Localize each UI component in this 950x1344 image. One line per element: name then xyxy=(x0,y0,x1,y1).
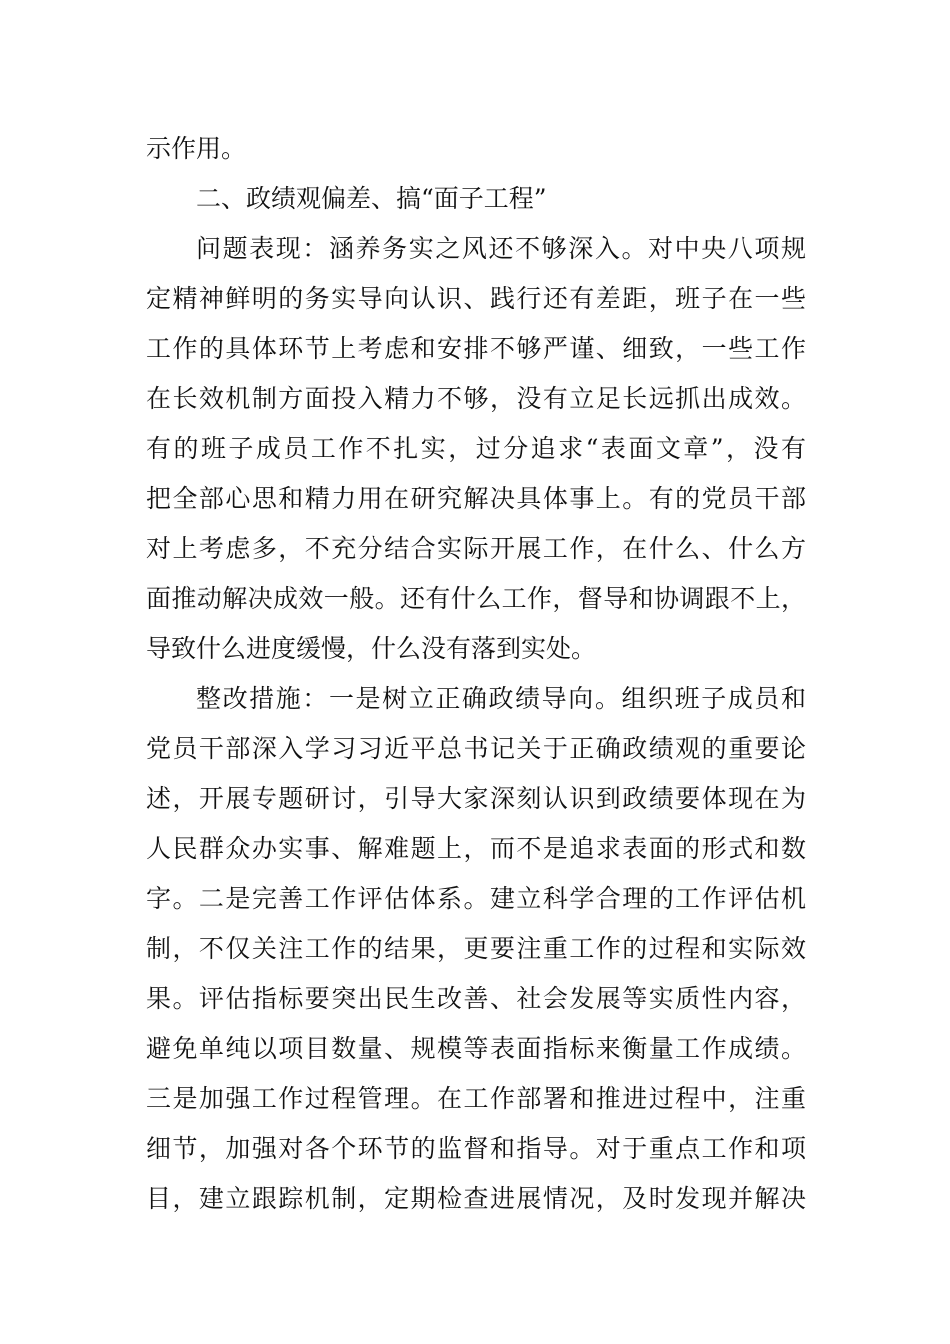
text-line-21: 细节，加强对各个环节的监督和指导。对于重点工作和项 xyxy=(146,1134,806,1163)
text-line-15: 人民群众办实事、解难题上，而不是追求表面的形式和数 xyxy=(146,834,806,863)
text-line-7: 有的班子成员工作不扎实，过分追求“表面文章”，没有 xyxy=(146,434,806,463)
text-line-14: 述，开展专题研讨，引导大家深刻认识到政绩要体现在为 xyxy=(146,784,806,813)
text-line-3: 问题表现：涵养务实之风还不够深入。对中央八项规 xyxy=(196,234,806,263)
text-line-18: 果。评估指标要突出民生改善、社会发展等实质性内容， xyxy=(146,984,806,1013)
text-line-12: 整改措施：一是树立正确政绩导向。组织班子成员和 xyxy=(196,684,806,713)
text-line-11: 导致什么进度缓慢，什么没有落到实处。 xyxy=(146,634,597,663)
text-line-10: 面推动解决成效一般。还有什么工作，督导和协调跟不上， xyxy=(146,584,806,613)
text-line-17: 制，不仅关注工作的结果，更要注重工作的过程和实际效 xyxy=(146,934,806,963)
text-line-9: 对上考虑多，不充分结合实际开展工作，在什么、什么方 xyxy=(146,534,806,563)
text-line-13: 党员干部深入学习习近平总书记关于正确政绩观的重要论 xyxy=(146,734,806,763)
text-line-6: 在长效机制方面投入精力不够，没有立足长远抓出成效。 xyxy=(146,384,806,413)
text-line-8: 把全部心思和精力用在研究解决具体事上。有的党员干部 xyxy=(146,484,806,513)
text-line-22: 目，建立跟踪机制，定期检查进展情况，及时发现并解决 xyxy=(146,1184,806,1213)
section-heading: 二、政绩观偏差、搞“面子工程” xyxy=(196,184,547,213)
text-line-1: 示作用。 xyxy=(146,134,247,163)
text-line-4: 定精神鲜明的务实导向认识、践行还有差距，班子在一些 xyxy=(146,284,806,313)
text-line-19: 避免单纯以项目数量、规模等表面指标来衡量工作成绩。 xyxy=(146,1034,806,1063)
text-line-20: 三是加强工作过程管理。在工作部署和推进过程中，注重 xyxy=(146,1084,806,1113)
text-line-16: 字。二是完善工作评估体系。建立科学合理的工作评估机 xyxy=(146,884,806,913)
text-line-5: 工作的具体环节上考虑和安排不够严谨、细致，一些工作 xyxy=(146,334,806,363)
